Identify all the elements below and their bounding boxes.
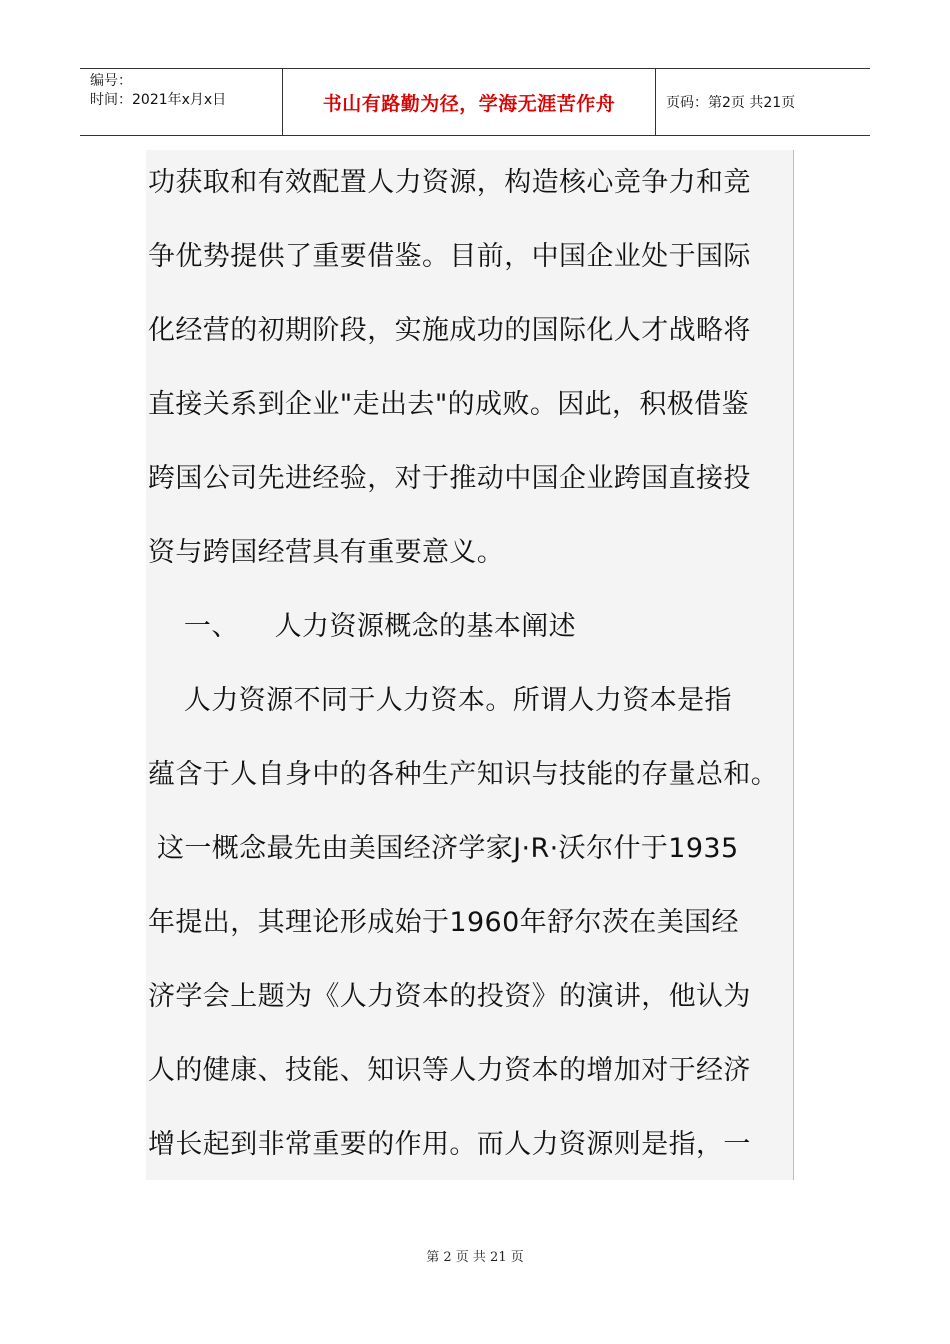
page-header: [80, 68, 870, 136]
body-line: 化经营的初期阶段，实施成功的国际化人才战略将: [148, 315, 751, 346]
body-line: 功获取和有效配置人力资源，构造核心竞争力和竞: [148, 167, 751, 198]
body-line: 这一概念最先由美国经济学家J·R·沃尔什于1935: [148, 833, 739, 864]
body-line: 济学会上题为《人力资本的投资》的演讲，他认为: [148, 981, 751, 1012]
body-line: 直接关系到企业"走出去"的成败。因此，积极借鉴: [148, 389, 750, 420]
document-body: [146, 150, 794, 1180]
doc-date-label: 时间：2021年x月x日: [90, 92, 227, 108]
body-line: 资与跨国经营具有重要意义。: [148, 537, 505, 568]
body-line: 增长起到非常重要的作用。而人力资源则是指，一: [148, 1129, 751, 1160]
body-line: 年提出，其理论形成始于1960年舒尔茨在美国经: [148, 907, 739, 938]
body-line: 跨国公司先进经验，对于推动中国企业跨国直接投: [148, 463, 751, 494]
section-heading: 一、 人力资源概念的基本阐述: [148, 611, 577, 642]
body-line: 蕴含于人自身中的各种生产知识与技能的存量总和。: [148, 759, 779, 790]
body-line: 人的健康、技能、知识等人力资本的增加对于经济: [148, 1055, 751, 1086]
doc-code-label: 编号：: [90, 73, 132, 89]
body-line: 争优势提供了重要借鉴。目前，中国企业处于国际: [148, 241, 751, 272]
header-page-info: 页码：第2页 共21页: [666, 95, 796, 111]
page-footer: 第 2 页 共 21 页: [426, 1250, 524, 1265]
header-meta: [80, 69, 282, 135]
header-motto: 书山有路勤为径，学海无涯苦作舟: [282, 69, 656, 135]
body-line: 人力资源不同于人力资本。所谓人力资本是指: [148, 685, 732, 716]
